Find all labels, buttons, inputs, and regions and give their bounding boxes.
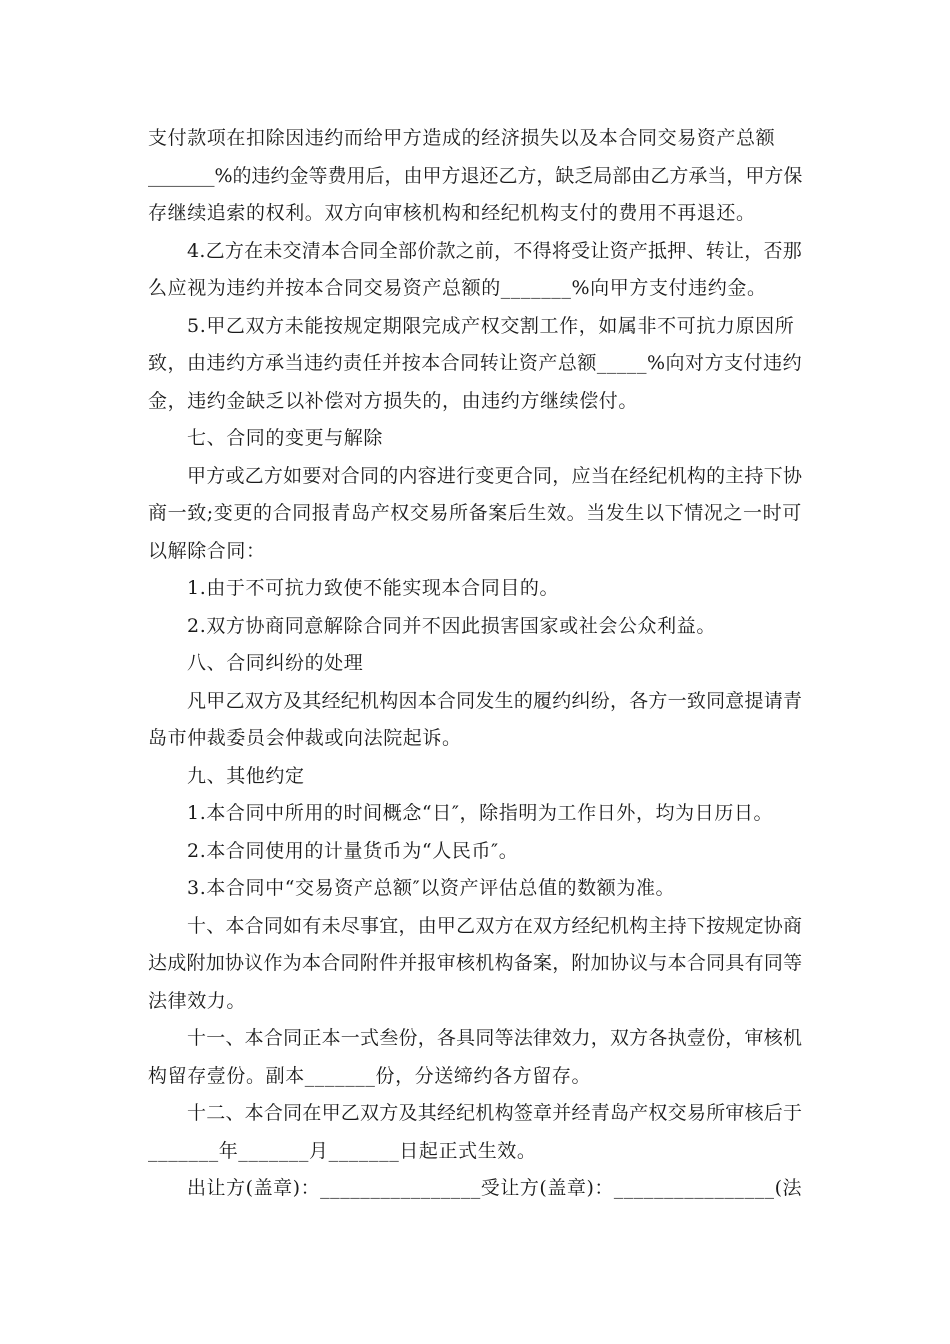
text-line: 4.乙方在未交清本合同全部价款之前，不得将受让资产抵押、转让，否那 — [187, 240, 802, 262]
text-line: 达成附加协议作为本合同附件并报审核机构备案，附加协议与本合同具有同等 — [148, 952, 803, 974]
text-line: 十、本合同如有未尽事宜，由甲乙双方在双方经纪机构主持下按规定协商 — [187, 915, 803, 937]
signature-line: 出让方(盖章)：________________受让方(盖章)：________________(法 — [187, 1177, 803, 1199]
text-line: 岛市仲裁委员会仲裁或向法院起诉。 — [148, 727, 462, 749]
section-heading: 九、其他约定 — [187, 765, 305, 787]
section-heading: 七、合同的变更与解除 — [187, 427, 384, 449]
text-line: 法律效力。 — [148, 990, 247, 1012]
text-line: 以解除合同： — [148, 540, 266, 562]
text-line: 5.甲乙双方未能按规定期限完成产权交割工作，如属非不可抗力原因所 — [187, 315, 795, 337]
text-line: 3.本合同中“交易资产总额″以资产评估总值的数额为准。 — [187, 877, 676, 899]
text-line: 致，由违约方承当违约责任并按本合同转让资产总额_____%向对方支付违约 — [148, 352, 803, 374]
text-line: 十一、本合同正本一式叁份，各具同等法律效力，双方各执壹份，审核机 — [187, 1027, 803, 1049]
text-line: 1.由于不可抗力致使不能实现本合同目的。 — [187, 577, 560, 599]
text-line: 金，违约金缺乏以补偿对方损失的，由违约方继续偿付。 — [148, 390, 639, 412]
text-line: 十二、本合同在甲乙双方及其经纪机构签章并经青岛产权交易所审核后于 — [187, 1102, 803, 1124]
text-line: 1.本合同中所用的时间概念“日″，除指明为工作日外，均为日历日。 — [187, 802, 774, 824]
text-line: 支付款项在扣除因违约而给甲方造成的经济损失以及本合同交易资产总额 — [148, 127, 776, 149]
text-line: 2.双方协商同意解除合同并不因此损害国家或社会公众利益。 — [187, 615, 716, 637]
text-line: _______年_______月_______日起正式生效。 — [148, 1140, 537, 1162]
text-line: 么应视为违约并按本合同交易资产总额的_______%向甲方支付违约金。 — [148, 277, 767, 299]
section-heading: 八、合同纠纷的处理 — [187, 652, 364, 674]
text-line: 商一致;变更的合同报青岛产权交易所备案后生效。当发生以下情况之一时可 — [148, 502, 802, 524]
text-line: 构留存壹份。副本_______份，分送缔约各方留存。 — [148, 1065, 592, 1087]
text-line: 存继续追索的权利。双方向审核机构和经纪机构支付的费用不再退还。 — [148, 202, 756, 224]
text-line: 凡甲乙双方及其经纪机构因本合同发生的履约纠纷，各方一致同意提请青 — [187, 690, 803, 712]
text-line: 甲方或乙方如要对合同的内容进行变更合同，应当在经纪机构的主持下协 — [187, 465, 803, 487]
text-line: _______%的违约金等费用后，由甲方退还乙方，缺乏局部由乙方承当，甲方保 — [148, 165, 803, 187]
text-line: 2.本合同使用的计量货币为“人民币″。 — [187, 840, 519, 862]
